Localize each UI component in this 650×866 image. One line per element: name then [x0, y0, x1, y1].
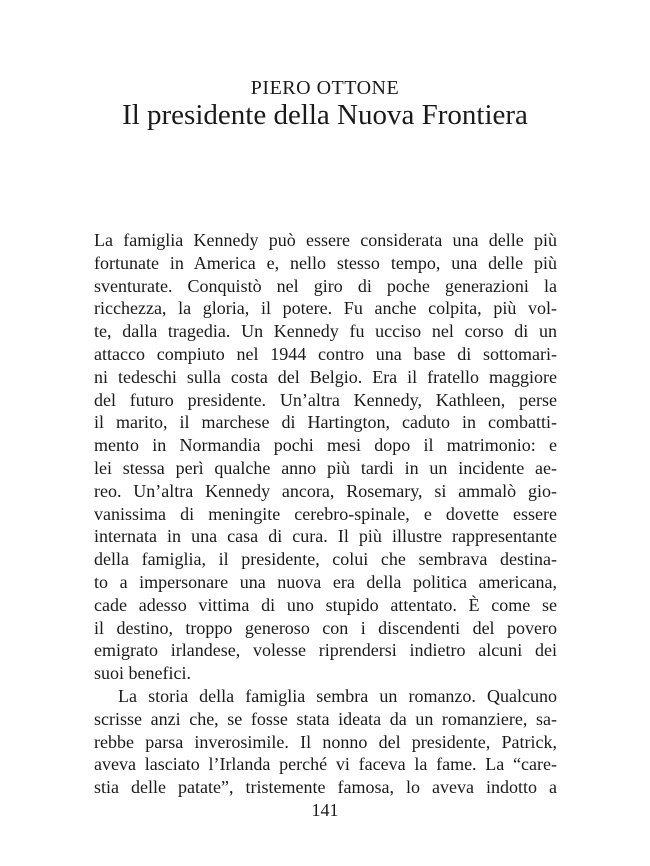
page-number: 141: [311, 800, 339, 820]
text-line: suoi benefici.: [94, 663, 191, 684]
text-line: aveva lasciato l’Irlanda perché vi faceva la fame. La “care-: [94, 754, 557, 775]
text-line: scrisse anzi che, se fosse stata ideata da un romanziere, sa-: [94, 708, 557, 729]
text-line: La famiglia Kennedy può essere considerata una delle più: [94, 230, 557, 250]
chapter-title: Il presidente della Nuova Frontiera: [122, 99, 528, 131]
text-line: vanissima di meningite cerebro-spinale, e dovette essere: [94, 503, 557, 524]
text-line: emigrato irlandese, volesse riprendersi indietro alcuni dei: [94, 640, 557, 661]
text-line: cade adesso vittima di uno stupido attentato. È come se: [94, 594, 557, 615]
text-line: il destino, troppo generoso con i discendenti del povero: [94, 617, 557, 638]
text-line: internata in una casa di cura. Il più illustre rappresentante: [94, 526, 557, 547]
text-line: lei stessa perì qualche anno più tardi in un incidente ae-: [94, 457, 557, 478]
text-line: to a impersonare una nuova era della politica americana,: [94, 571, 557, 592]
text-line: della famiglia, il presidente, colui che sembrava destina-: [94, 549, 557, 570]
text-line: fortunate in America e, nello stesso tempo, una delle più: [94, 252, 557, 273]
text-line: stia delle patate”, tristemente famosa, lo aveva indotto a: [94, 777, 557, 798]
text-line: ricchezza, la gloria, il potere. Fu anche colpita, più vol-: [94, 298, 557, 319]
text-line: attacco compiuto nel 1944 contro una base di sottomari-: [94, 343, 557, 364]
text-line: ni tedeschi sulla costa del Belgio. Era il fratello maggiore: [94, 366, 557, 387]
text-line: te, dalla tragedia. Un Kennedy fu ucciso nel corso di un: [94, 321, 557, 342]
text-line: La storia della famiglia sembra un romanzo. Qualcuno: [118, 685, 557, 706]
text-line: del futuro presidente. Un’altra Kennedy, Kathleen, perse: [94, 389, 557, 410]
text-line: rebbe parsa inverosimile. Il nonno del presidente, Patrick,: [94, 731, 557, 752]
text-line: il marito, il marchese di Hartington, caduto in combatti-: [94, 412, 557, 433]
text-line: sventurate. Conquistò nel giro di poche generazioni la: [94, 275, 557, 296]
author-name: PIERO OTTONE: [250, 77, 400, 99]
body-text: [94, 229, 557, 799]
text-line: reo. Un’altra Kennedy ancora, Rosemary, si ammalò gio-: [94, 480, 557, 501]
text-line: mento in Normandia pochi mesi dopo il matrimonio: e: [94, 435, 557, 456]
